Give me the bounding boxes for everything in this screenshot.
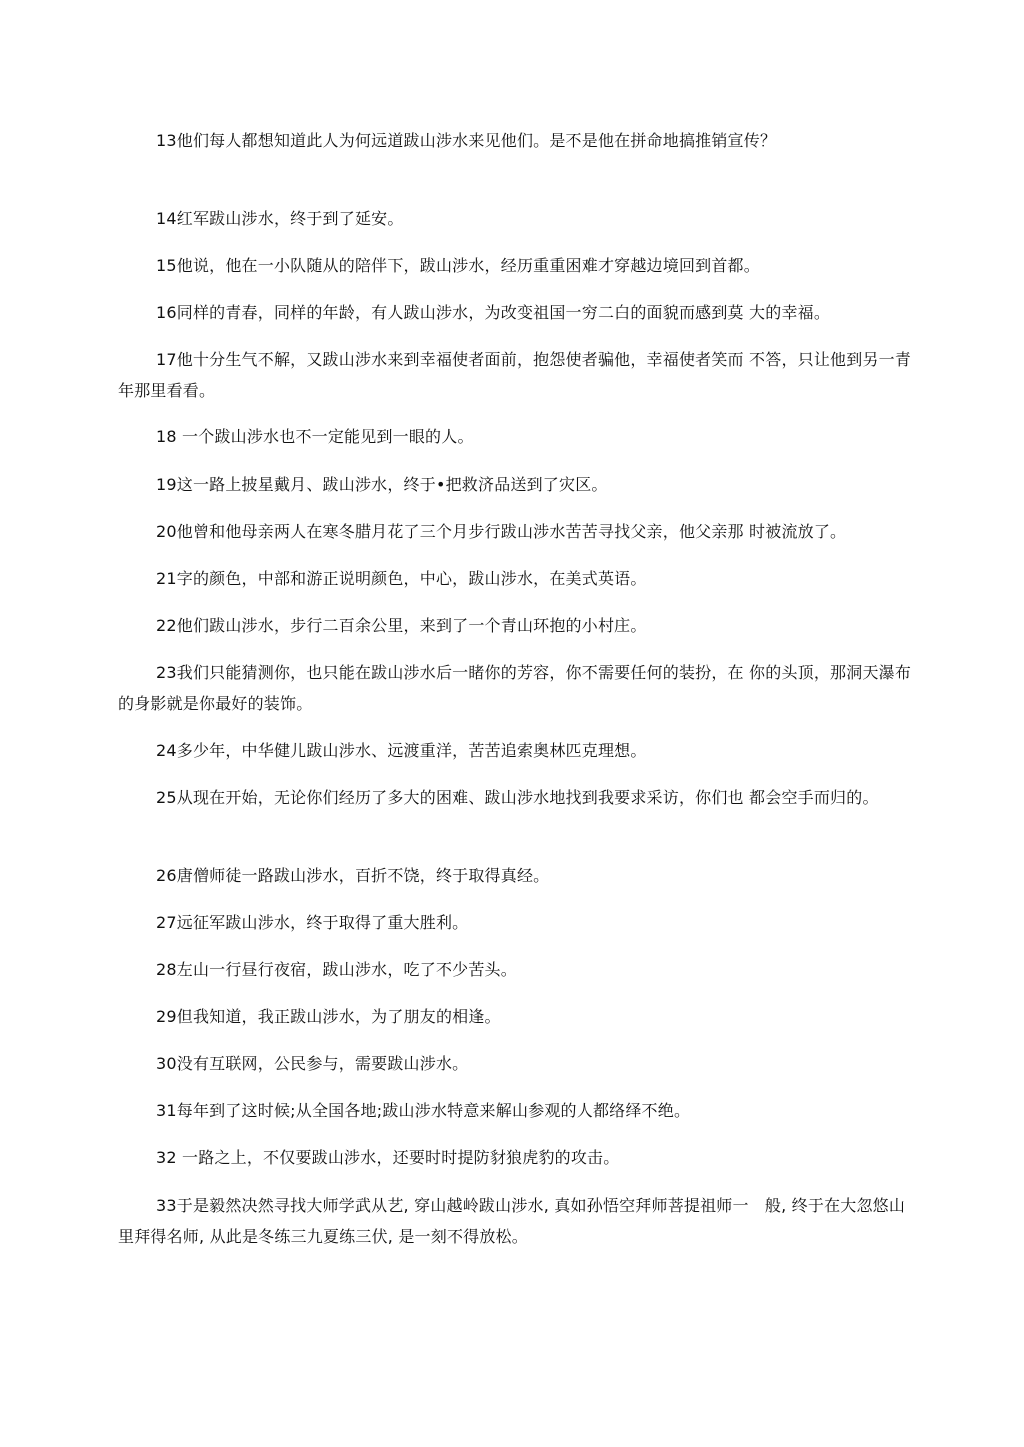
sentence-29: 29但我知道，我正跋山涉水，为了朋友的相逢。 xyxy=(156,1007,501,1026)
sentence-19: 19这一路上披星戴月、跋山涉水，终于•把救济品送到了灾区。 xyxy=(156,475,608,494)
sentence-20: 20他曾和他母亲两人在寒冬腊月花了三个月步行跋山涉水苦苦寻找父亲，他父亲那 时被流放了。 xyxy=(156,522,847,541)
sentence-21: 21字的颜色，中部和游正说明颜色，中心，跋山涉水，在美式英语。 xyxy=(156,569,647,588)
sentence-32: 32 一路之上，不仅要跋山涉水，还要时时提防豺狼虎豹的攻击。 xyxy=(156,1148,620,1167)
sentence-15: 15他说，他在一小队随从的陪伴下，跋山涉水，经历重重困难才穿越边境回到首都。 xyxy=(156,256,760,275)
sentence-18: 18 一个跋山涉水也不一定能见到一眼的人。 xyxy=(156,427,474,446)
sentence-17: 17他十分生气不解，又跋山涉水来到幸福使者面前，抱怨使者骗他，幸福使者笑而 不答，只让他到另一青年那里看看。 xyxy=(118,350,912,400)
sentence-24: 24多少年，中华健儿跋山涉水、远渡重洋，苦苦追索奥林匹克理想。 xyxy=(156,741,647,760)
sentence-27: 27远征军跋山涉水，终于取得了重大胜利。 xyxy=(156,913,469,932)
sentence-28: 28左山一行昼行夜宿，跋山涉水，吃了不少苦头。 xyxy=(156,960,517,979)
sentence-30: 30没有互联网，公民参与，需要跋山涉水。 xyxy=(156,1054,469,1073)
sentence-16: 16同样的青春，同样的年龄，有人跋山涉水，为改变祖国一穷二白的面貌而感到莫 大的幸福。 xyxy=(156,303,831,322)
sentence-22: 22他们跋山涉水，步行二百余公里，来到了一个青山环抱的小村庄。 xyxy=(156,616,647,635)
sentence-26: 26唐僧师徒一路跋山涉水，百折不饶，终于取得真经。 xyxy=(156,866,550,885)
sentence-23: 23我们只能猜测你，也只能在跋山涉水后一睹你的芳容，你不需要任何的装扮，在 你的头顶，那洞天瀑布的身影就是你最好的装饰。 xyxy=(118,663,912,713)
sentence-13: 13他们每人都想知道此人为何远道跋山涉水来见他们。是不是他在拼命地搞推销宣传？ xyxy=(156,131,777,150)
sentence-14: 14红军跋山涉水，终于到了延安。 xyxy=(156,209,404,228)
sentence-31: 31每年到了这时候;从全国各地;跋山涉水特意来解山参观的人都络绎不绝。 xyxy=(156,1101,691,1120)
sentence-33: 33于是毅然决然寻找大师学武从艺, 穿山越岭跋山涉水, 真如孙悟空拜师菩提祖师一 般, 终于在大忽悠山里拜得名师, 从此是冬练三九夏练三伏, 是一刻不得放松。 xyxy=(118,1196,906,1246)
sentence-25: 25从现在开始，无论你们经历了多大的困难、跋山涉水地找到我要求采访，你们也 都会空手而归的。 xyxy=(156,788,879,807)
